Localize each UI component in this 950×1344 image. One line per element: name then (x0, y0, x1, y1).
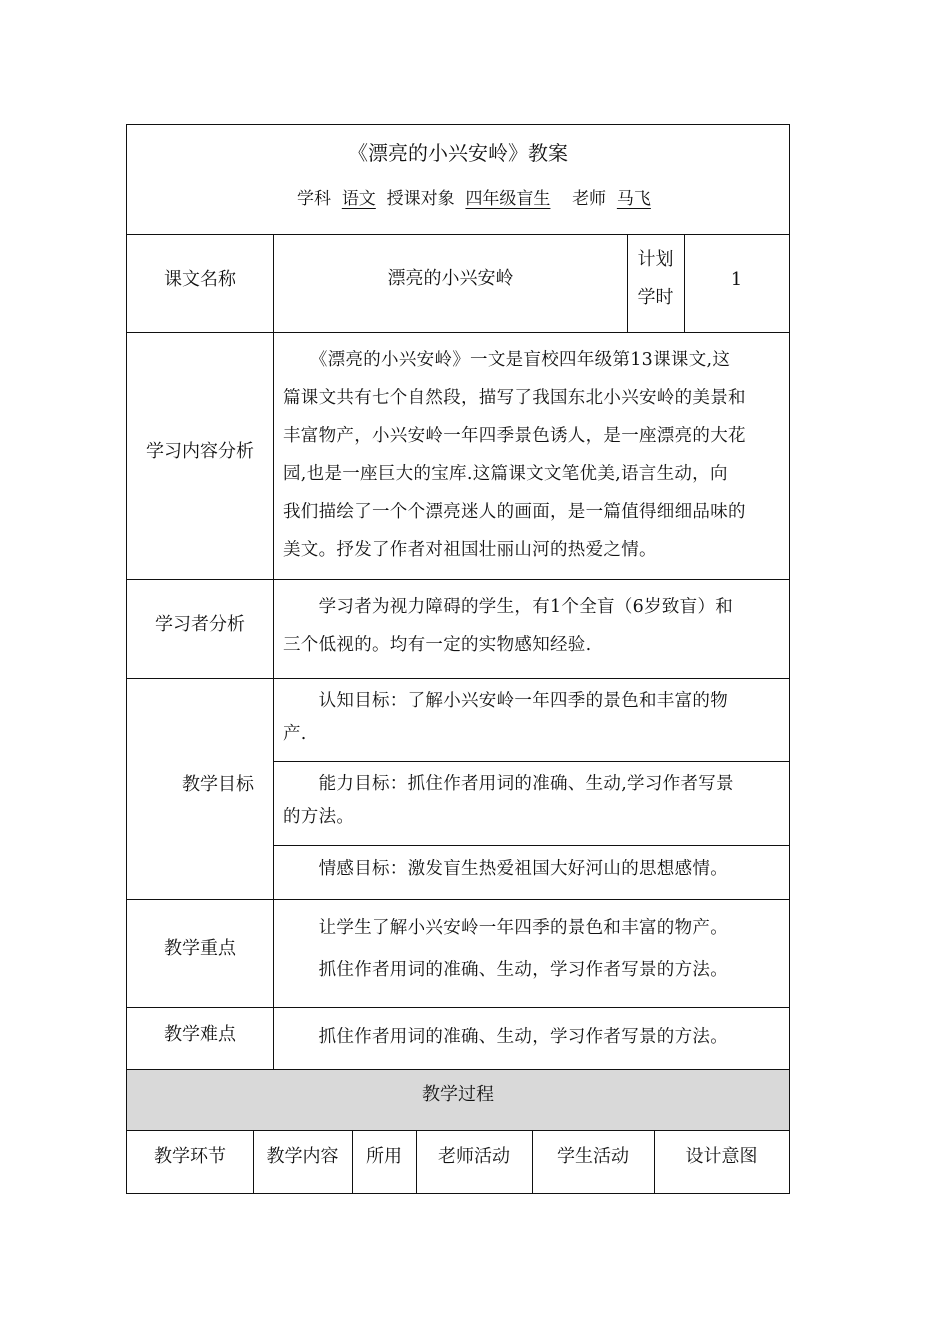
key-points-text (283, 907, 783, 991)
goal-cognitive-line: 产. (283, 724, 307, 744)
lesson-plan-table (126, 124, 790, 1194)
goal-cognitive (283, 685, 783, 751)
learner-line: 三个低视的。均有一定的实物感知经验. (283, 635, 592, 655)
rule-key-bottom (127, 1007, 789, 1008)
plan-hours-label-1: 计划 (637, 249, 674, 270)
process-header: 教学过程 (422, 1084, 494, 1105)
learner-line: 学习者为视力障碍的学生，有1个全盲（6岁致盲）和 (283, 597, 734, 617)
rule-hours-left (627, 234, 628, 332)
key-point-line: 让学生了解小兴安岭一年四季的景色和丰富的物产。 (283, 918, 728, 938)
content-line: 篇课文共有七个自然段，描写了我国东北小兴安岭的美景和 (283, 388, 746, 408)
rule-process-header-bottom (127, 1130, 789, 1131)
difficulty-label: 教学难点 (164, 1024, 236, 1045)
goal-ability (283, 768, 783, 834)
rule-name-bottom (127, 332, 789, 333)
subject-value: 语文 (341, 189, 376, 209)
content-analysis-label: 学习内容分析 (146, 441, 254, 462)
content-line: 园,也是一座巨大的宝库.这篇课文文笔优美,语言生动，向 (283, 464, 728, 484)
goal-emotion: 情感目标：激发盲生热爱祖国大好河山的思想感情。 (283, 859, 728, 879)
process-col-teacher: 老师活动 (438, 1146, 510, 1167)
goal-ability-line: 的方法。 (283, 807, 355, 827)
content-line: 我们描绘了一个个漂亮迷人的画面，是一篇值得细细品味的 (283, 502, 746, 522)
rule-goal1-bottom (273, 761, 789, 762)
process-col-intent: 设计意图 (685, 1146, 758, 1167)
difficulty-text: 抓住作者用词的准确、生动，学习作者写景的方法。 (283, 1027, 728, 1047)
rule-label-column (273, 234, 274, 1070)
goal-cognitive-line: 认知目标：了解小兴安岭一年四季的景色和丰富的物 (283, 691, 728, 711)
content-analysis-text (283, 341, 783, 569)
goal-ability-line: 能力目标：抓住作者用词的准确、生动,学习作者写景 (283, 774, 734, 794)
plan-hours-value: 1 (730, 269, 743, 290)
content-line: 《漂亮的小兴安岭》一文是盲校四年级第13课课文,这 (283, 350, 731, 370)
content-line: 美文。抒发了作者对祖国壮丽山河的热爱之情。 (283, 540, 657, 560)
audience-label: 授课对象 (386, 189, 455, 209)
lesson-name-label: 课文名称 (164, 269, 236, 290)
content-line: 丰富物产，小兴安岭一年四季景色诱人，是一座漂亮的大花 (283, 426, 746, 446)
process-col-content: 教学内容 (266, 1146, 339, 1167)
rule-title-bottom (127, 234, 789, 235)
learner-analysis-text (283, 588, 783, 664)
key-points-label: 教学重点 (164, 938, 236, 959)
lesson-name-value: 漂亮的小兴安岭 (387, 268, 514, 289)
process-col-used: 所用 (366, 1146, 402, 1167)
document-title: 《漂亮的小兴安岭》教案 (348, 141, 568, 165)
meta-line (297, 191, 651, 208)
rule-goal2-bottom (273, 845, 789, 846)
subject-label: 学科 (297, 189, 331, 209)
key-point-line: 抓住作者用词的准确、生动，学习作者写景的方法。 (283, 960, 728, 980)
audience-value: 四年级盲生 (465, 189, 551, 209)
process-col-stage: 教学环节 (154, 1146, 226, 1167)
learner-analysis-label: 学习者分析 (155, 614, 245, 635)
plan-hours-label-2: 学时 (637, 287, 674, 308)
teaching-goals-label: 教学目标 (182, 774, 254, 795)
teacher-value: 马飞 (616, 189, 651, 209)
process-col-student: 学生活动 (557, 1146, 629, 1167)
rule-content-bottom (127, 579, 789, 580)
rule-goals-bottom (127, 899, 789, 900)
teacher-label: 老师 (572, 189, 607, 209)
rule-learner-bottom (127, 678, 789, 679)
